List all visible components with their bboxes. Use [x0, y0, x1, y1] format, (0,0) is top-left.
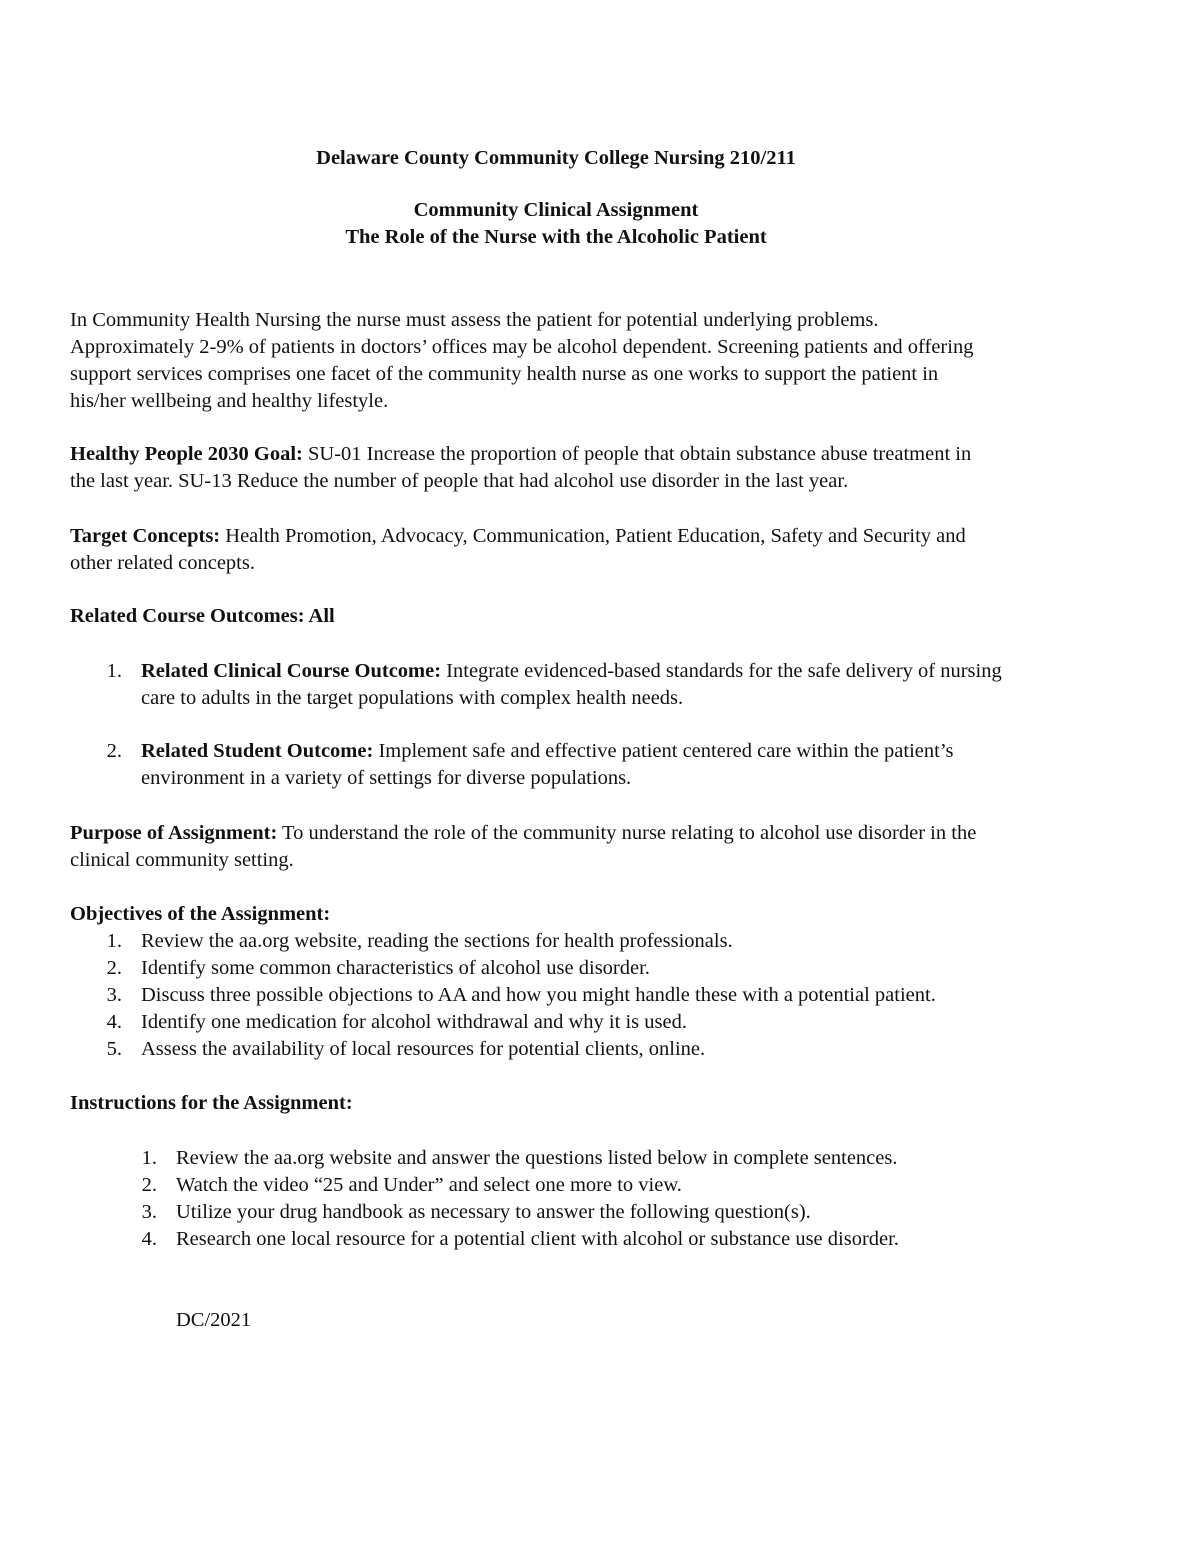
target-concepts [70, 523, 1140, 577]
objectives-list [0, 928, 1200, 1063]
target-concepts-text: Health Promotion, Advocacy, Communication, Patient Education, Safety and Security and [220, 525, 966, 547]
outcome-text: environment in a variety of settings for diverse populations. [141, 767, 632, 789]
healthy-people-label: Healthy People 2030 Goal: [70, 443, 303, 465]
related-course-outcomes-heading: Related Course Outcomes: All [70, 605, 335, 627]
list-item [0, 1009, 1200, 1036]
list-number: 3. [106, 984, 122, 1006]
purpose-label: Purpose of Assignment: [70, 822, 278, 844]
outcome-label: Related Student Outcome: [141, 740, 374, 762]
target-concepts-text: other related concepts. [70, 552, 255, 574]
assignment-title: Community Clinical Assignment [413, 199, 699, 221]
outcome-label: Related Clinical Course Outcome: [141, 660, 442, 682]
list-number: 1. [106, 660, 122, 682]
document-code: DC/2021 [176, 1309, 252, 1331]
intro-paragraph [70, 307, 1140, 415]
objectives-heading: Objectives of the Assignment: [70, 903, 331, 925]
list-item [0, 1199, 1200, 1226]
intro-line: Approximately 2-9% of patients in doctors’ offices may be alcohol dependent. Screening patients and offering [70, 336, 974, 358]
objective-text: Discuss three possible objections to AA and how you might handle these with a potential patient. [141, 984, 936, 1006]
list-item [0, 1226, 1200, 1253]
healthy-people-goal [70, 441, 1140, 495]
list-number: 2. [141, 1174, 157, 1196]
list-item [0, 1036, 1200, 1063]
list-number: 4. [141, 1228, 157, 1250]
objective-text: Review the aa.org website, reading the sections for health professionals. [141, 930, 733, 952]
objective-text: Assess the availability of local resources for potential clients, online. [141, 1038, 706, 1060]
healthy-people-text: the last year. SU-13 Reduce the number of people that had alcohol use disorder in the last year. [70, 470, 849, 492]
purpose-of-assignment [70, 820, 1140, 874]
list-item [0, 928, 1200, 955]
outcome-text: Integrate evidenced-based standards for the safe delivery of nursing [441, 660, 1002, 682]
intro-line: In Community Health Nursing the nurse must assess the patient for potential underlying problems. [70, 309, 879, 331]
list-item [0, 1145, 1200, 1172]
intro-line: support services comprises one facet of the community health nurse as one works to support the patient in [70, 363, 939, 385]
healthy-people-text: SU-01 Increase the proportion of people that obtain substance abuse treatment in [302, 443, 972, 465]
list-number: 1. [141, 1147, 157, 1169]
instruction-text: Utilize your drug handbook as necessary to answer the following question(s). [176, 1201, 811, 1223]
instructions-heading: Instructions for the Assignment: [70, 1092, 353, 1114]
list-number: 4. [106, 1011, 122, 1033]
institution-heading: Delaware County Community College Nursing 210/211 [316, 147, 796, 169]
list-item [0, 1172, 1200, 1199]
instruction-text: Watch the video “25 and Under” and select one more to view. [176, 1174, 682, 1196]
outcome-text: care to adults in the target populations with complex health needs. [141, 687, 684, 709]
purpose-text: clinical community setting. [70, 849, 294, 871]
list-number: 2. [106, 957, 122, 979]
list-number: 1. [106, 930, 122, 952]
purpose-text: To understand the role of the community nurse relating to alcohol use disorder in the [277, 822, 977, 844]
list-item [0, 982, 1200, 1009]
list-number: 5. [106, 1038, 122, 1060]
objective-text: Identify some common characteristics of alcohol use disorder. [141, 957, 650, 979]
instruction-text: Research one local resource for a potential client with alcohol or substance use disorder. [176, 1228, 899, 1250]
outcome-text: Implement safe and effective patient centered care within the patient’s [373, 740, 954, 762]
assignment-subtitle: The Role of the Nurse with the Alcoholic Patient [345, 226, 767, 248]
intro-line: his/her wellbeing and healthy lifestyle. [70, 390, 389, 412]
target-concepts-label: Target Concepts: [70, 525, 221, 547]
objective-text: Identify one medication for alcohol withdrawal and why it is used. [141, 1011, 687, 1033]
list-number: 3. [141, 1201, 157, 1223]
list-number: 2. [106, 740, 122, 762]
list-item [0, 955, 1200, 982]
instruction-text: Review the aa.org website and answer the questions listed below in complete sentences. [176, 1147, 898, 1169]
instructions-list [0, 1145, 1200, 1253]
